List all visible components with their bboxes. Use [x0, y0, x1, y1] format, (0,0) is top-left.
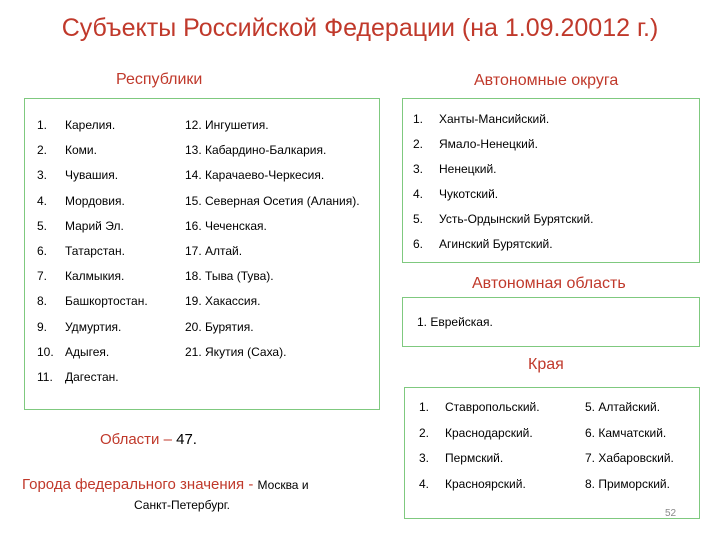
federal-cities-names-1: Москва и	[257, 478, 309, 492]
republic-item: 20. Бурятия.	[185, 319, 254, 334]
krai-item: 5. Алтайский.	[585, 400, 661, 414]
republic-item: 13. Кабардино-Балкария.	[185, 143, 327, 158]
autonomous-oblast-box	[402, 297, 700, 347]
okrug-item: Агинский Бурятский.	[439, 237, 553, 251]
list-item-number: 1.	[419, 400, 430, 414]
republic-item: 21. Якутия (Саха).	[185, 344, 287, 359]
krai-item: Ставропольский.	[445, 400, 540, 414]
list-item-number: 4.	[419, 476, 430, 491]
republic-item: Мордовия.	[65, 193, 125, 208]
federal-cities-line-2	[134, 496, 230, 513]
list-item-number: 11.	[37, 370, 53, 384]
list-item-number: 10.	[37, 344, 54, 359]
republic-item: 12. Ингушетия.	[185, 118, 269, 132]
list-item-number: 3.	[419, 451, 430, 465]
republics-heading: Республики	[116, 71, 203, 88]
krai-item: 6. Камчатский.	[585, 425, 667, 440]
krai-item: 8. Приморский.	[585, 476, 670, 491]
republic-item: 19. Хакассия.	[185, 294, 261, 309]
list-item-number: 4.	[413, 187, 424, 201]
republic-item: Чувашия.	[65, 168, 119, 183]
federal-cities-label: Города федерального значения -	[22, 476, 258, 493]
okrug-item: Ханты-Мансийский.	[439, 112, 550, 126]
list-item-number: 6.	[413, 237, 424, 251]
republic-item: Татарстан.	[65, 244, 125, 258]
krai-item: Краснодарский.	[445, 425, 533, 440]
list-item-number: 3.	[37, 168, 48, 183]
list-item-number: 1.	[37, 118, 48, 132]
republic-item: Башкортостан.	[65, 294, 148, 309]
republic-item: Карелия.	[65, 118, 116, 132]
oblasti-count: 47.	[176, 431, 197, 448]
okrug-item: Усть-Ордынский Бурятский.	[439, 212, 594, 226]
list-item-number: 9.	[37, 319, 48, 334]
list-item-number: 1.	[413, 112, 424, 126]
krai-item: Пермский.	[445, 451, 504, 465]
page-title: Субъекты Российской Федерации (на 1.09.20012 г.)	[61, 14, 659, 42]
republic-item: 14. Карачаево-Черкесия.	[185, 168, 325, 183]
republic-item: Удмуртия.	[65, 319, 122, 334]
list-item-number: 8.	[37, 294, 48, 309]
republic-item: Коми.	[65, 143, 97, 158]
list-item-number: 6.	[37, 244, 48, 258]
krai-item: 7. Хабаровский.	[585, 451, 674, 465]
list-item-number: 2.	[419, 425, 430, 440]
oblasti-label: Области –	[100, 431, 177, 448]
krais-box	[404, 387, 700, 519]
republics-box	[24, 98, 380, 410]
list-item-number: 5.	[413, 212, 424, 226]
okrug-item: Ямало-Ненецкий.	[439, 137, 538, 151]
list-item-number: 7.	[37, 269, 48, 284]
republic-item: 16. Чеченская.	[185, 218, 267, 233]
okrug-item: Чукотский.	[439, 187, 499, 201]
okrugs-box	[402, 98, 700, 263]
autonomous-oblast-heading: Автономная область	[472, 275, 626, 292]
krai-item: Красноярский.	[445, 476, 526, 491]
page-number: 52	[665, 508, 677, 519]
federal-cities-line	[22, 476, 309, 493]
republic-item: 17. Алтай.	[185, 244, 243, 258]
okrugs-heading: Автономные округа	[474, 72, 619, 89]
federal-cities-names-2: Санкт-Петербург.	[134, 498, 230, 512]
list-item-number: 4.	[37, 193, 48, 208]
republic-item: Калмыкия.	[65, 269, 125, 284]
list-item-number: 3.	[413, 162, 424, 176]
list-item-number: 5.	[37, 218, 48, 233]
republic-item: Марий Эл.	[65, 218, 124, 233]
oblasti-line	[100, 431, 197, 448]
krais-heading: Края	[528, 356, 564, 373]
republic-item: Дагестан.	[65, 370, 119, 384]
republic-item: 15. Северная Осетия (Алания).	[185, 193, 360, 208]
republic-item: 18. Тыва (Тува).	[185, 269, 274, 284]
okrug-item: Ненецкий.	[439, 162, 497, 176]
republic-item: Адыгея.	[65, 344, 110, 359]
list-item-number: 2.	[37, 143, 48, 158]
autonomous-oblast-item: 1. Еврейская.	[417, 315, 493, 329]
list-item-number: 2.	[413, 137, 424, 151]
